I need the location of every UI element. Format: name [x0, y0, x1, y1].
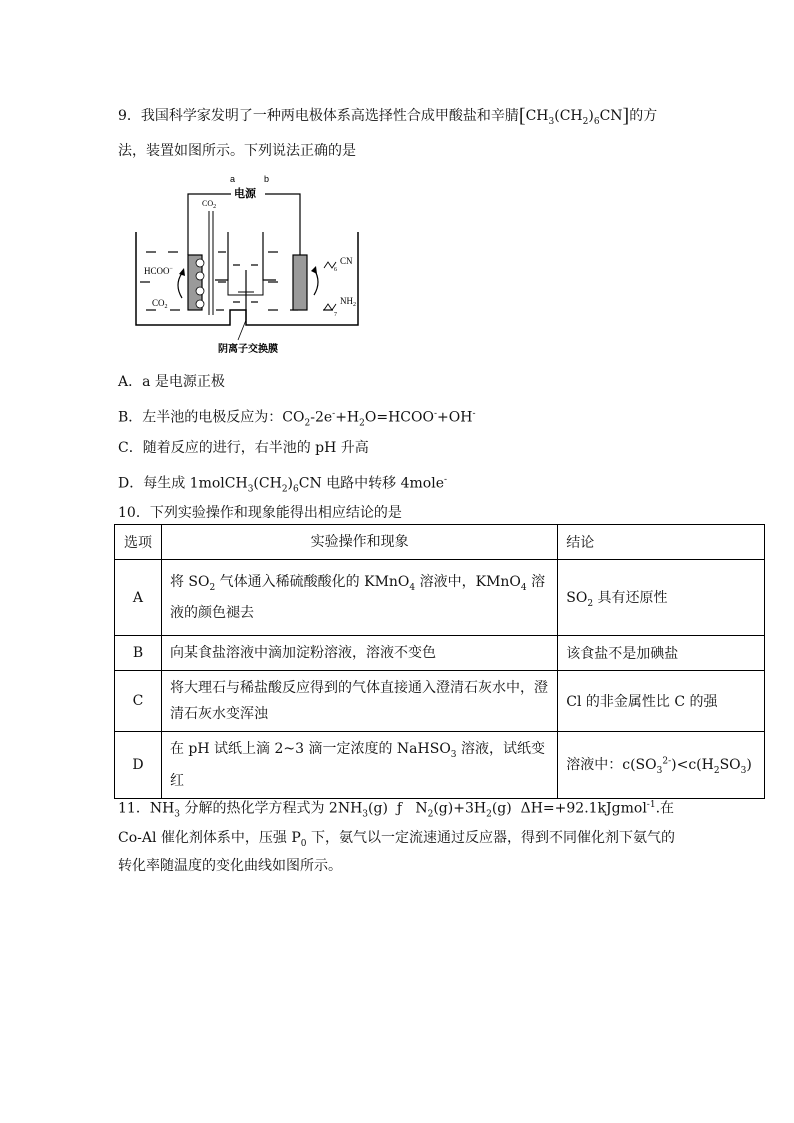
q9-stem-end: 的方 [629, 108, 658, 124]
table-row [115, 671, 765, 732]
row-operation: 在 pH 试纸上滴 2~3 滴一定浓度的 NaHSO$_3$ 溶液，试纸变红 [161, 732, 557, 799]
row-option: A [115, 560, 162, 636]
q11-line2: Co-Al 催化剂体系中，压强 $P_0$ 下，氨气以一定流速通过反应器，得到不同催化剂下氨气的 [118, 830, 675, 849]
row-conclusion: $SO_2$ 具有还原性 [558, 560, 765, 636]
power-label: 电源 [234, 187, 256, 200]
row-conclusion: 该食盐不是加碘盐 [558, 636, 765, 671]
formula-bracket: [ [518, 105, 526, 127]
cn-label: CN [340, 256, 353, 266]
header-option: 选项 [115, 525, 162, 560]
option-b: B．左半池的电极反应为：$CO_2-2e^-+H_2O=HCOO^-+OH^-$ [118, 409, 476, 429]
row-operation: 将 $SO_2$ 气体通入稀硫酸酸化的 KMnO$_4$ 溶液中，KMnO$_4$ 溶液的颜色褪去 [161, 560, 557, 636]
option-c: C．随着反应的进行，右半池的 pH 升高 [118, 440, 369, 456]
svg-text:6: 6 [334, 267, 337, 273]
right-electrode [293, 255, 307, 310]
q9-stem-line2: 法，装置如图所示。下列说法正确的是 [118, 143, 356, 159]
q9-stem-line1: 9．我国科学家发明了一种两电极体系高选择性合成甲酸盐和辛腈$[CH_3(CH_2)_6CN]$的方 [118, 105, 658, 127]
label-b: b [264, 174, 270, 184]
option-d: D．每生成 $1molCH_3(CH_2)_6CN$ 电路中转移 4mole- [118, 475, 448, 495]
header-conclusion: 结论 [558, 525, 765, 560]
electrolysis-diagram [118, 170, 378, 360]
co2-top-label: $CO_2$ [202, 199, 217, 210]
formula-octanenitrile: $CH_3(CH_2)_6CN$ [525, 108, 623, 127]
q9-stem-text: 9．我国科学家发明了一种两电极体系高选择性合成甲酸盐和辛腈 [118, 108, 519, 124]
header-operation: 实验操作和现象 [161, 525, 557, 560]
option-a: A．a 是电源正极 [118, 374, 225, 390]
table-row [115, 732, 765, 799]
experiment-table [114, 524, 765, 799]
q11-line1: 11．$NH_3$ 分解的热化学方程式为 $2NH_3(g)$ ƒ $N_2(g)+3H_2(g)$ ΔH=+92.1kJgmol$^{-1}$.在 [118, 800, 675, 820]
row-option: D [115, 732, 162, 799]
nh2-label: $NH_2$ [340, 296, 356, 308]
q10-stem: 10．下列实验操作和现象能得出相应结论的是 [118, 505, 402, 521]
row-option: C [115, 671, 162, 732]
row-option: B [115, 636, 162, 671]
co2-left-label: $CO_2$ [152, 298, 168, 310]
q11-line3: 转化率随温度的变化曲线如图所示。 [118, 858, 342, 874]
row-operation: 向某食盐溶液中滴加淀粉溶液，溶液不变色 [161, 636, 557, 671]
row-conclusion: 溶液中：$c(SO_3^{2-})<c(H_2SO_3)$ [558, 732, 765, 799]
row-operation: 将大理石与稀盐酸反应得到的气体直接通入澄清石灰水中，澄清石灰水变浑浊 [161, 671, 557, 732]
svg-text:7: 7 [334, 312, 337, 318]
hcoo-label: HCOO− [144, 266, 173, 276]
table-row [115, 560, 765, 636]
row-conclusion: Cl 的非金属性比 C 的强 [558, 671, 765, 732]
table-header-row [115, 525, 765, 560]
table-row [115, 636, 765, 671]
label-a: a [230, 174, 236, 184]
membrane-label: 阴离子交换膜 [218, 344, 278, 355]
